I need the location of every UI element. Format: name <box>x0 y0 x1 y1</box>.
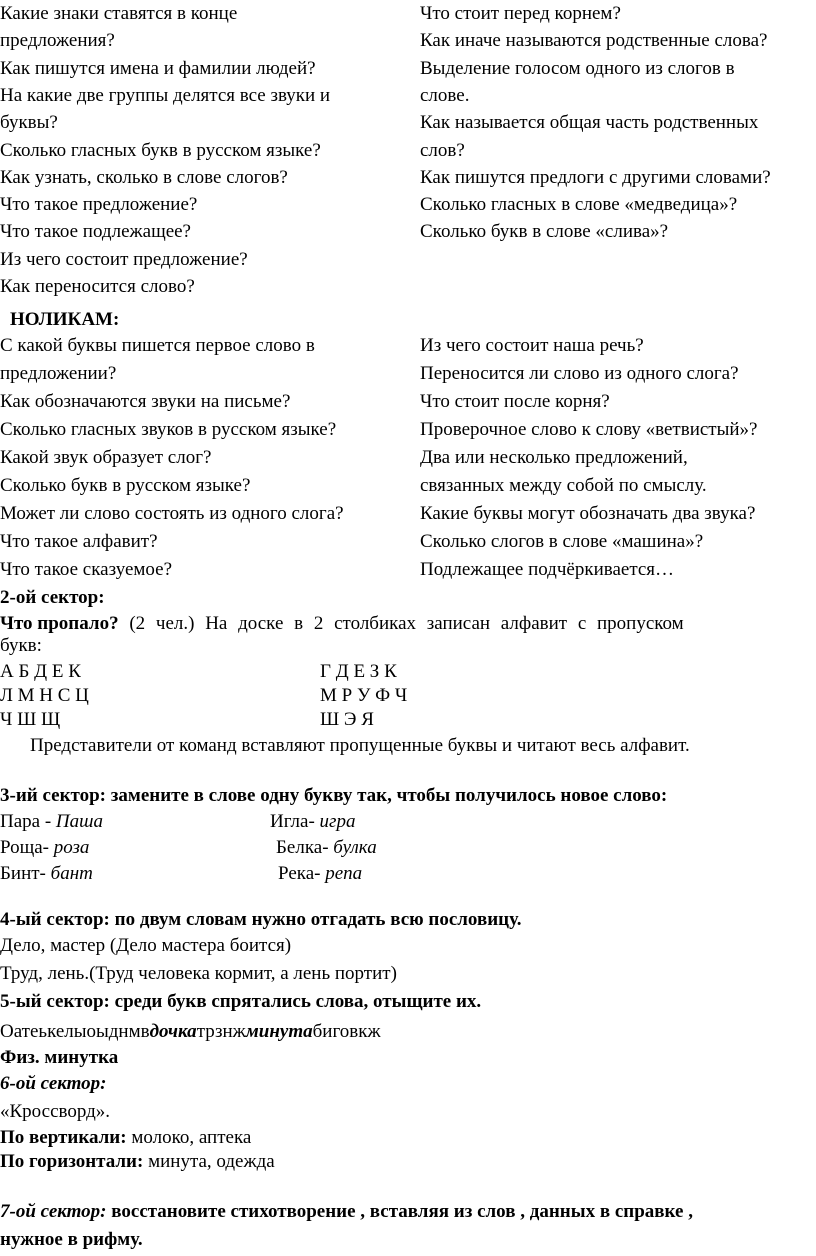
top-right-line-8: Сколько гласных в слове «медведица»? <box>420 194 738 216</box>
horizontal-label: По горизонтали: <box>0 1151 144 1172</box>
sector7-line2: нужное в рифму. <box>0 1229 143 1250</box>
hidden-word-2: минута <box>245 1021 313 1042</box>
sector6-heading: 6-ой сектор: <box>0 1073 107 1094</box>
mid-left-line-3: Как обозначаются звуки на письме? <box>0 391 291 412</box>
crossword-horizontal <box>0 1150 275 1174</box>
sector4-heading: 4-ый сектор: по двум словам нужно отгадать всю пословицу. <box>0 909 522 930</box>
top-right-line-3: Выделение голосом одного из слогов в <box>420 57 735 79</box>
sector7-heading-rest: восстановите стихотворение , вставляя из слов , данных в справке , <box>106 1201 693 1222</box>
sector3-heading: 3-ий сектор: замените в слове одну букву так, чтобы получилось новое слово: <box>0 785 668 806</box>
top-left-line-6: Сколько гласных букв в русском языке? <box>0 139 321 161</box>
crossword-title: «Кроссворд». <box>0 1101 111 1122</box>
mid-left-line-4: Сколько гласных звуков в русском языке? <box>0 419 337 440</box>
alphabet-right-3: Ш Э Я <box>320 709 374 730</box>
mid-left-line-1: С какой буквы пишется первое слово в <box>0 335 315 356</box>
alphabet-left-1: А Б Д Е К <box>0 661 81 682</box>
pair-left-1 <box>0 810 103 834</box>
alphabet-right-2: М Р У Ф Ч <box>320 685 408 706</box>
pair-right-1 <box>270 810 355 834</box>
mid-left-line-9: Что такое сказуемое? <box>0 559 173 580</box>
alphabet-left-3: Ч Ш Щ <box>0 709 61 730</box>
pair-right-1-answer: игра <box>319 811 356 832</box>
pair-right-1-word: Игла- <box>270 811 320 832</box>
top-left-line-2: предложения? <box>0 30 115 52</box>
crossword-vertical <box>0 1126 251 1150</box>
top-left-line-7: Как узнать, сколько в слове слогов? <box>0 166 288 188</box>
pair-left-1-answer: Паша <box>55 811 103 832</box>
sector2-note: Представители от команд вставляют пропущенные буквы и читают весь алфавит. <box>30 735 690 756</box>
letter-string <box>0 1020 381 1044</box>
mid-right-line-1: Из чего состоит наша речь? <box>420 335 644 356</box>
alphabet-right-1: Г Д Е З К <box>320 661 397 682</box>
top-right-line-5: Как называется общая часть родственных <box>420 112 759 134</box>
pair-right-3-word: Река- <box>278 863 326 884</box>
mid-left-line-2: предложении? <box>0 363 117 384</box>
top-right-line-2: Как иначе называются родственные слова? <box>420 30 768 52</box>
mid-left-line-7: Может ли слово состоять из одного слога? <box>0 503 344 524</box>
fiz-minutka: Физ. минутка <box>0 1047 119 1068</box>
pair-right-2-answer: булка <box>333 837 377 858</box>
alphabet-left-2: Л М Н С Ц <box>0 685 89 706</box>
sector7-heading <box>0 1200 693 1224</box>
mid-right-line-6: связанных между собой по смыслу. <box>420 475 707 496</box>
proverb-2: Труд, лень.(Труд человека кормит, а лень портит) <box>0 963 397 984</box>
pair-left-2 <box>0 836 89 860</box>
sector2-lead-bold: Что пропало? <box>0 613 119 634</box>
mid-right-line-9: Подлежащее подчёркивается… <box>420 559 675 580</box>
mid-right-line-3: Что стоит после корня? <box>420 391 610 412</box>
mid-left-line-5: Какой звук образует слог? <box>0 447 212 468</box>
horizontal-value: минута, одежда <box>143 1151 275 1172</box>
top-left-line-9: Что такое подлежащее? <box>0 221 191 243</box>
pair-left-3 <box>0 862 93 886</box>
top-right-line-7: Как пишутся предлоги с другими словами? <box>420 166 771 188</box>
sector5-heading: 5-ый сектор: среди букв спрятались слова, отыщите их. <box>0 991 482 1012</box>
top-left-line-8: Что такое предложение? <box>0 194 198 216</box>
pair-left-2-answer: роза <box>53 837 90 858</box>
pair-left-3-word: Бинт- <box>0 863 51 884</box>
top-left-line-1: Какие знаки ставятся в конце <box>0 3 238 24</box>
pair-right-3-answer: репа <box>325 863 363 884</box>
pair-left-1-word: Пара - <box>0 811 56 832</box>
pair-right-2 <box>276 836 377 860</box>
top-left-line-10: Из чего состоит предложение? <box>0 248 248 270</box>
letters-part2: трзнж <box>196 1021 246 1042</box>
mid-right-line-5: Два или несколько предложений, <box>420 447 688 468</box>
sector2-heading: 2-ой сектор: <box>0 587 105 608</box>
hidden-word-1: дочка <box>149 1021 197 1042</box>
sector2-lead-line2: букв: <box>0 635 42 656</box>
top-right-line-6: слов? <box>420 139 465 161</box>
mid-left-line-6: Сколько букв в русском языке? <box>0 475 251 496</box>
top-left-line-4: На какие две группы делятся все звуки и <box>0 84 331 106</box>
top-left-line-11: Как переносится слово? <box>0 276 195 297</box>
top-right-line-9: Сколько букв в слове «слива»? <box>420 221 669 243</box>
mid-right-line-7: Какие буквы могут обозначать два звука? <box>420 503 756 524</box>
sector7-heading-italic: 7-ой сектор: <box>0 1201 107 1222</box>
pair-right-2-word: Белка- <box>276 837 334 858</box>
vertical-label: По вертикали: <box>0 1127 127 1148</box>
top-left-line-5: буквы? <box>0 112 58 134</box>
mid-left-line-8: Что такое алфавит? <box>0 531 158 552</box>
sector2-lead <box>0 612 816 636</box>
top-left-line-3: Как пишутся имена и фамилии людей? <box>0 57 316 79</box>
pair-left-2-word: Роща- <box>0 837 54 858</box>
pair-right-3 <box>278 862 362 886</box>
letters-part3: биговкж <box>312 1021 381 1042</box>
top-right-line-1: Что стоит перед корнем? <box>420 3 621 24</box>
letters-part1: Оатеькелыоыднмв <box>0 1021 150 1042</box>
mid-right-line-2: Переносится ли слово из одного слога? <box>420 363 739 384</box>
heading-nolikam: НОЛИКАМ: <box>10 309 120 330</box>
sector2-lead-rest: (2 чел.) На доске в 2 столбиках записан алфавит с пропуском <box>118 613 684 634</box>
vertical-value: молоко, аптека <box>126 1127 252 1148</box>
pair-left-3-answer: бант <box>50 863 93 884</box>
mid-right-line-8: Сколько слогов в слове «машина»? <box>420 531 704 552</box>
mid-right-line-4: Проверочное слово к слову «ветвистый»? <box>420 419 758 440</box>
proverb-1: Дело, мастер (Дело мастера боится) <box>0 935 292 956</box>
top-right-line-4: слове. <box>420 84 470 106</box>
